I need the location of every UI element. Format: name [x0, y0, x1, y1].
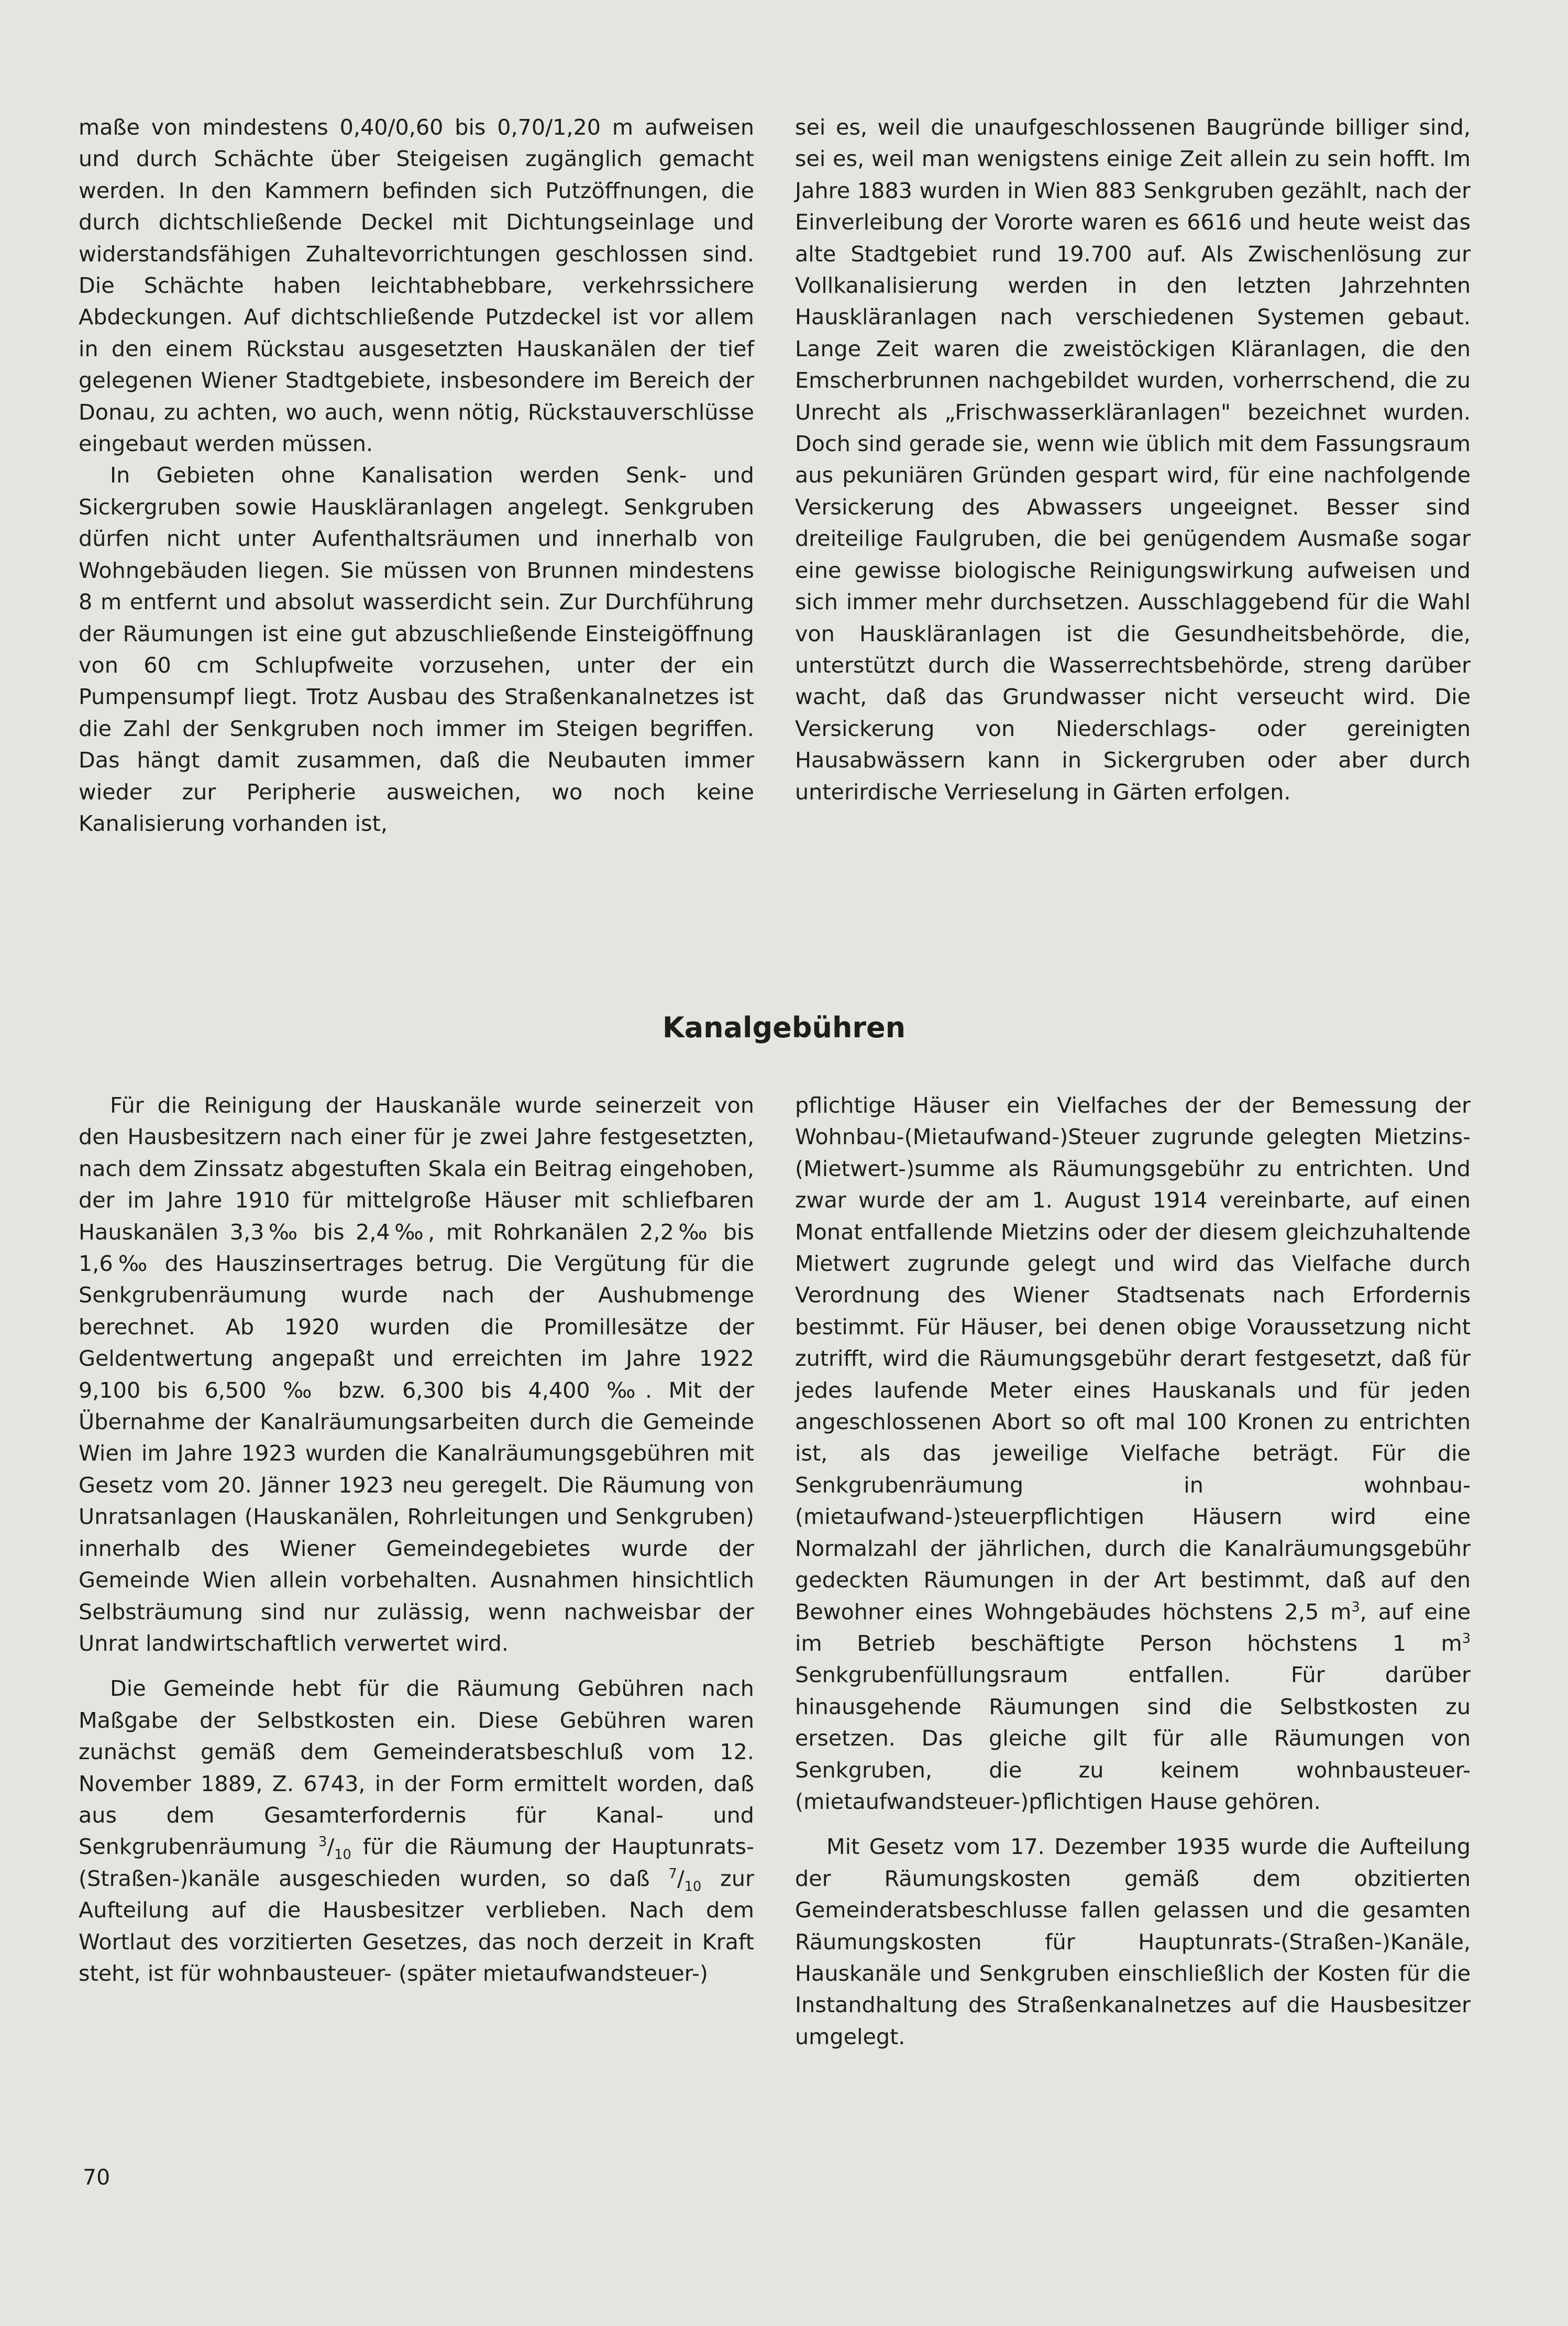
- top-left-column: [79, 112, 754, 839]
- paragraph: In Gebieten ohne Kanalisation werden Senk- und Sickergruben sowie Hauskläranlagen angelegt. Senkgruben dürfen nicht unter Aufenthaltsräumen und innerhalb von Wohngebäuden liegen. Sie müssen von Brunnen mindestens 8 m entfernt und absolut wasserdicht sein. Zur Durchführung der Räumungen ist eine gut abzuschließende Einsteigöffnung von 60 cm Schlupfweite vorzusehen, unter der ein Pumpensumpf liegt. Trotz Ausbau des Straßenkanalnetzes ist die Zahl der Senkgruben noch immer im Steigen begriffen. Das hängt damit zusammen, daß die Neubauten immer wieder zur Peripherie ausweichen, wo noch keine Kanalisierung vorhanden ist,: [79, 463, 754, 836]
- paragraph: [795, 1090, 1471, 1817]
- paragraph: Mit Gesetz vom 17. Dezember 1935 wurde die Aufteilung der Räumungskosten gemäß dem obzitierten Gemeinderatsbeschlusse fallen gelassen und die gesamten Räumungskosten für Hauptunrats-(Straßen-)Kanäle, Hauskanäle und Senkgruben einschließlich der Kosten für die Instandhaltung des Straßenkanalnetzes auf die Hausbesitzer umgelegt.: [795, 1834, 1471, 2049]
- bottom-left-column: [79, 1090, 754, 1989]
- superscript: 3: [1462, 1631, 1471, 1647]
- paragraph: sei es, weil die unaufgeschlossenen Baugründe billiger sind, sei es, weil man wenigstens einige Zeit allein zu sein hofft. Im Jahre 1883 wurden in Wien 883 Senkgruben gezählt, nach der Einverleibung der Vororte waren es 6616 und heute weist das alte Stadtgebiet rund 19.700 auf. Als Zwischenlösung zur Vollkanalisierung werden in den letzten Jahrzehnten Hauskläranlagen nach verschiedenen Systemen gebaut. Lange Zeit waren die zweistöckigen Kläranlagen, die den Emscherbrunnen nachgebildet wurden, vorherrschend, die zu Unrecht als „Frischwasserkläranlagen" bezeichnet wurden. Doch sind gerade sie, wenn wie üblich mit dem Fassungsraum aus pekuniären Gründen gespart wird, für eine nachfolgende Versickerung des Abwassers ungeeignet. Besser sind dreiteilige Faulgruben, die bei genügendem Ausmaße sogar eine gewisse biologische Reinigungswirkung aufweisen und sich immer mehr durchsetzen. Ausschlaggebend für die Wahl von Hauskläranlagen ist die Gesundheitsbehörde, die, unterstützt durch die Wasserrechtsbehörde, streng darüber wacht, daß das Grundwasser nicht verseucht wird. Die Versickerung von Niederschlags- oder gereinigten Hausabwässern kann in Sickergruben oder aber durch unterirdische Verrieselung in Gärten erfolgen.: [795, 115, 1471, 805]
- section-heading: Kanalgebühren: [662, 1011, 906, 1044]
- text-run: Die Gemeinde hebt für die Räumung Gebühren nach Maßgabe der Selbstkosten ein. Diese Gebühren waren zunächst gemäß dem Gemeinderatsbeschluß vom 12. November 1889, Z. 6743, in der Form ermittelt worden, daß aus dem Gesamterfordernis für Kanal- und Senkgrubenräumung: [79, 1676, 754, 1860]
- text-run: pflichtige Häuser ein Vielfaches der der Bemessung der Wohnbau-(Mietaufwand-)Steuer zugrunde gelegten Mietzins-(Mietwert-)summe als Räumungsgebühr zu entrichten. Und zwar wurde der am 1. August 1914 vereinbarte, auf einen Monat entfallende Mietzins oder der diesem gleichzuhaltende Mietwert zugrunde gelegt und wird das Vielfache durch Verordnung des Wiener Stadtsenats nach Erfordernis bestimmt. Für Häuser, bei denen obige Voraussetzung nicht zutrifft, wird die Räumungsgebühr derart festgesetzt, daß für jedes laufende Meter eines Hauskanals und für jeden angeschlossenen Abort so oft mal 100 Kronen zu entrichten ist, als das jeweilige Vielfache beträgt. Für die Senkgrubenräumung in wohnbau-(mietaufwand-)steuerpflichtigen Häusern wird eine Normalzahl der jährlichen, durch die Kanalräumungsgebühr gedeckten Räumungen in der Art bestimmt, daß auf den Bewohner eines Wohngebäudes höchstens 2,5 m: [795, 1093, 1471, 1625]
- text-run: , auf eine im Betrieb beschäftigte Person höchstens 1 m: [795, 1599, 1471, 1656]
- paragraph: Die Gemeinde hebt für die Räumung Gebühren nach Maßgabe der Selbstkosten ein. Diese Gebühren waren zunächst gemäß dem Gemeinderatsbeschluß vom 12. November 1889, Z. 6743, in der Form ermittelt worden, daß aus dem Gesamterfordernis für Kanal- und Senkgrubenräumung $^3/_{10}$ für die Räumung der Hauptunrats-(Straßen-)kanäle ausgeschieden wurden, so daß $^7/_{10}$ zur Aufteilung auf die Hausbesitzer verblieben. Nach dem Wortlaut des vorzitierten Gesetzes, das noch derzeit in Kraft steht, ist für wohnbausteuer- (später mietaufwandsteuer-): [79, 1676, 754, 1986]
- paragraph: Für die Reinigung der Hauskanäle wurde seinerzeit von den Hausbesitzern nach einer für je zwei Jahre festgesetzten, nach dem Zinssatz abgestuften Skala ein Beitrag eingehoben, der im Jahre 1910 für mittelgroße Häuser mit schliefbaren Hauskanälen 3,3‰ bis 2,4‰, mit Rohrkanälen 2,2‰ bis 1,6‰ des Hauszinsertrages betrug. Die Vergütung für die Senkgrubenräumung wurde nach der Aushubmenge berechnet. Ab 1920 wurden die Promillesätze der Geldentwertung angepaßt und erreichten im Jahre 1922 9,100 bis 6,500 ‰ bzw. 6,300 bis 4,400 ‰. Mit der Übernahme der Kanalräumungsarbeiten durch die Gemeinde Wien im Jahre 1923 wurden die Kanalräumungsgebühren mit Gesetz vom 20. Jänner 1923 neu geregelt. Die Räumung von Unratsanlagen (Hauskanälen, Rohrleitungen und Senkgruben) innerhalb des Wiener Gemeindegebietes wurde der Gemeinde Wien allein vorbehalten. Ausnahmen hinsichtlich Selbsträumung sind nur zulässig, wenn nachweisbar der Unrat landwirtschaftlich verwertet wird.: [79, 1093, 754, 1656]
- superscript: 3: [1351, 1599, 1360, 1615]
- text-run: zur Aufteilung auf die Hausbesitzer verblieben. Nach dem Wortlaut des vorzitierten Gesetzes, das noch derzeit in Kraft steht, ist für wohnbausteuer- (später mietaufwandsteuer-): [79, 1866, 754, 1986]
- text-run: Senkgrubenfüllungsraum entfallen. Für darüber hinausgehende Räumungen sind die Selbstkosten zu ersetzen. Das gleiche gilt für alle Räumungen von Senkgruben, die zu keinem wohnbausteuer-(mietaufwandsteuer-)pflichtigen Hause gehören.: [795, 1662, 1471, 1814]
- bottom-right-column: [795, 1090, 1471, 2053]
- top-right-column: [795, 112, 1471, 808]
- fraction-denominator: 10: [334, 1847, 351, 1863]
- fraction-numerator: 7: [668, 1866, 677, 1882]
- paragraph: maße von mindestens 0,40/0,60 bis 0,70/1,20 m aufweisen und durch Schächte über Steigeisen zugänglich gemacht werden. In den Kammern befinden sich Putzöffnungen, die durch dichtschließende Deckel mit Dichtungseinlage und widerstandsfähigen Zuhaltevorrichtungen geschlossen sind. Die Schächte haben leichtabhebbare, verkehrssichere Abdeckungen. Auf dichtschließende Putzdeckel ist vor allem in den einem Rückstau ausgesetzten Hauskanälen der tief gelegenen Wiener Stadtgebiete, insbesondere im Bereich der Donau, zu achten, wo auch, wenn nötig, Rückstauverschlüsse eingebaut werden müssen.: [79, 115, 754, 457]
- fraction-numerator: 3: [318, 1834, 327, 1850]
- fraction-denominator: 10: [684, 1879, 702, 1894]
- text-run: für die Räumung der Hauptunrats-(Straßen-)kanäle ausgeschieden wurden, so daß: [79, 1834, 754, 1891]
- page-number: 70: [83, 2165, 111, 2190]
